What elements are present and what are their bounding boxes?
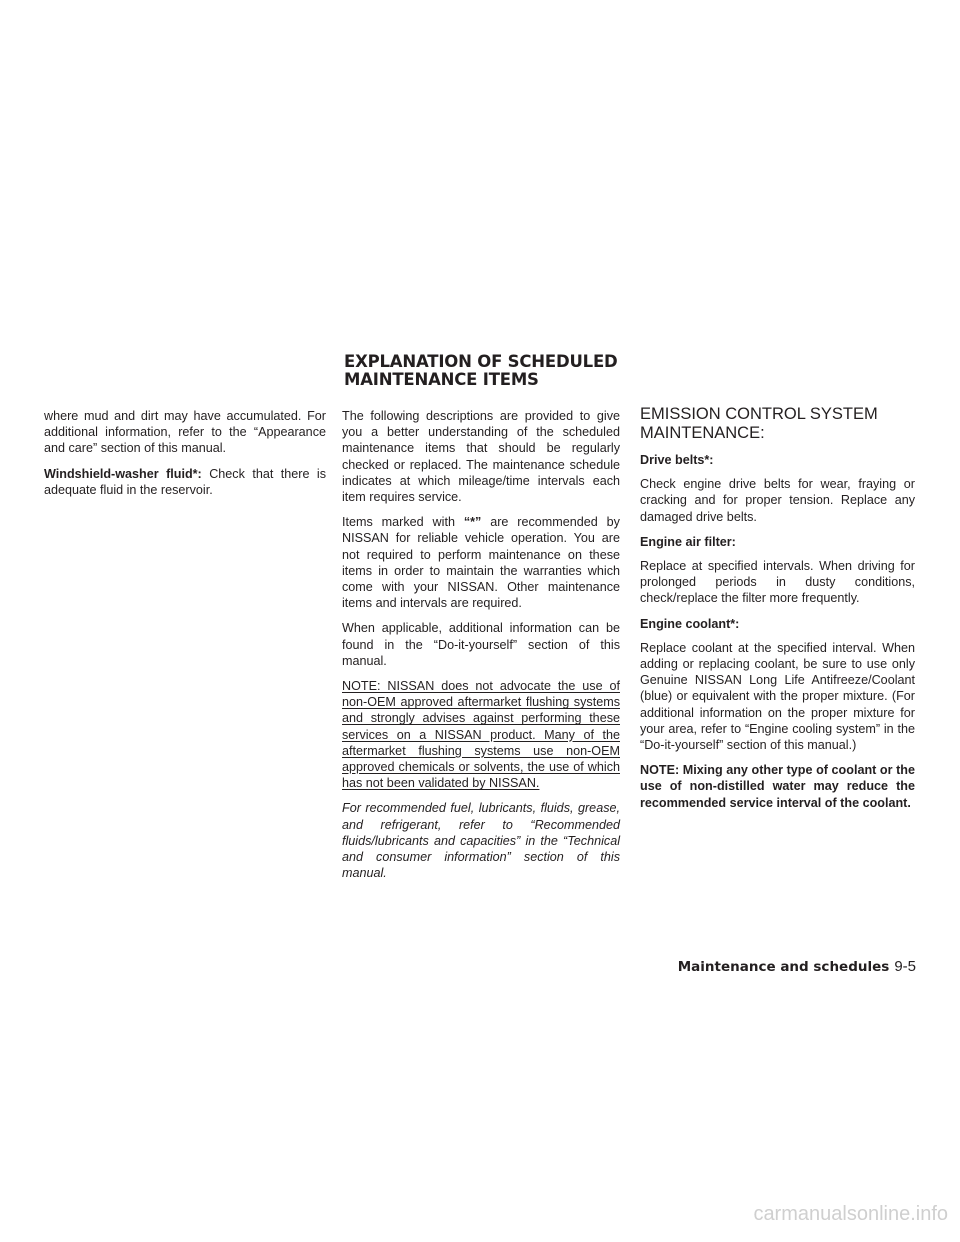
label-washer-fluid: Windshield-washer fluid*: — [44, 466, 202, 481]
air-filter-heading: Engine air filter: — [640, 534, 736, 549]
paragraph-do-it-yourself: When applicable, additional information can be found in the “Do-it-yourself” section of this manual. — [342, 621, 620, 668]
air-filter-text: Replace at specified intervals. When driving for prolonged periods in dusty conditions, check/replace the filter more frequently. — [640, 559, 915, 606]
drive-belts-heading: Drive belts*: — [640, 453, 714, 467]
asterisk-mark: “*” — [463, 515, 482, 530]
drive-belts-text: Check engine drive belts for wear, fraying or cracking and for proper tension. Replace any damaged drive belts. — [640, 477, 915, 524]
coolant-text: Replace coolant at the specified interval. When adding or replacing coolant, be sure to use only Genuine NISSAN Long Life Antifreeze/Coolant (blue) or equivalent with the proper mixture. (For additional information on the proper mixture for your area, refer to “Engine cooling system” in the “Do-it-yourself” section of this manual.) — [640, 640, 915, 753]
text-items-marked-b: are recommended by NISSAN for reliable vehicle operation. You are not required to perform maintenance on these items in order to maintain the warranties which come with your NISSAN. Other maintenance items and intervals are required. — [342, 515, 620, 611]
paragraph-washer-fluid — [44, 466, 326, 498]
text-washer-fluid: Check that there is adequate fluid in the reservoir. — [44, 466, 327, 497]
footer-section-title: Maintenance and schedules — [677, 959, 890, 975]
paragraph-items-marked — [342, 514, 620, 611]
section-heading-line1: EXPLANATION OF SCHEDULED — [344, 352, 618, 371]
emission-control-heading: EMISSION CONTROL SYSTEM MAINTENANCE: — [640, 405, 878, 442]
watermark: carmanualsonline.info — [753, 1203, 948, 1225]
section-heading-line2: MAINTENANCE ITEMS — [344, 370, 539, 389]
paragraph-recommended-fluids: For recommended fuel, lubricants, fluids, grease, and refrigerant, refer to “Recommended fluids/lubricants and capacities” in the “Technical and consumer information” section of this manual. — [342, 801, 620, 881]
column-right — [640, 405, 915, 820]
page-footer — [678, 957, 916, 976]
section-heading — [344, 353, 744, 389]
column-left — [44, 408, 326, 507]
coolant-note: NOTE: Mixing any other type of coolant or the use of non-distilled water may reduce the recommended service interval of the coolant. — [640, 763, 915, 810]
text-items-marked-a: Items marked with — [342, 515, 464, 530]
note-flushing-systems: NOTE: NISSAN does not advocate the use of non-OEM approved aftermarket flushing systems and strongly advises against performing these services on a NISSAN product. Many of the aftermarket flushing systems use non-OEM approved chemicals or solvents, the use of which has not been validated by NISSAN. — [342, 679, 620, 791]
coolant-heading: Engine coolant*: — [640, 616, 740, 631]
paragraph-intro: The following descriptions are provided to give you a better understanding of the scheduled maintenance items that should be regularly checked or replaced. The maintenance schedule indicates at which mileage/time intervals each item requires service. — [342, 409, 620, 505]
column-middle — [342, 408, 620, 890]
page-number: 9-5 — [894, 958, 916, 975]
paragraph-mud-dirt: where mud and dirt may have accumulated. For additional information, refer to the “Appearance and care” section of this manual. — [44, 409, 326, 456]
